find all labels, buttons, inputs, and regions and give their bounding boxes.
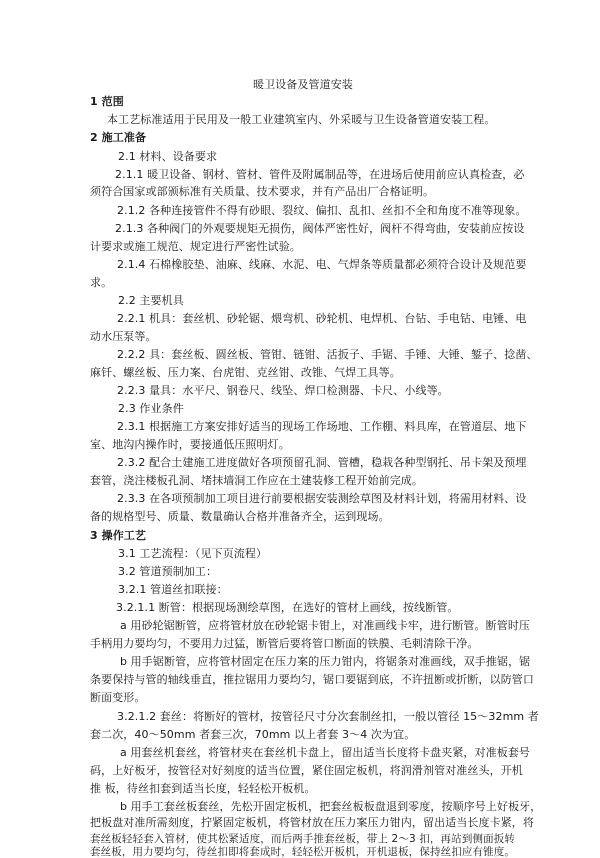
- paragraph-line: 备的规格型号、质量、数量确认合格并准备齐全，运到现场。: [90, 510, 390, 523]
- subsection-heading: 3.2 管道预制加工：: [118, 565, 218, 578]
- paragraph-line: 2.1.2 各种连接管件不得有砂眼、裂纹、偏扣、乱扣、丝扣不全和角度不准等现象。: [117, 204, 527, 217]
- paragraph-line: 套二次，40～50mm 者套三次，70mm 以上者套 3～4 次为宜。: [90, 728, 416, 741]
- subsection-heading: 2.1 材料、设备要求: [118, 150, 218, 163]
- paragraph-line: 条要保持与管的轴线垂直，推拉锯用力要均匀，锯口要锯到底，不许扭断或折断，以防管口: [90, 673, 534, 686]
- paragraph-line: 本工艺标准适用于民用及一般工业建筑室内、外采暖与卫生设备管道安装工程。: [107, 113, 496, 126]
- paragraph-line: 码，上好板牙，按管径对好刻度的适当位置，紧住固定板机，将润滑剂管对准丝头，开机: [90, 764, 523, 777]
- paragraph-line: 2.3.3 在各项预制加工项目进行前要根据安装测绘草图及材料计划，将需用材料、设: [117, 492, 527, 505]
- paragraph-line: 2.1.4 石棉橡胶垫、油麻、线麻、水泥、电、气焊条等质量都必须符合设计及规范要: [117, 258, 527, 271]
- paragraph-line: 动水压泵等。: [90, 330, 157, 343]
- paragraph-line: 须符合国家或部颁标准有关质量、技术要求，并有产品出厂合格证明。: [90, 185, 435, 198]
- paragraph-line: 套丝板，用力要均匀，待丝扣即将套成时，轻轻松开板机，开机退板，保持丝扣应有锥度。: [90, 846, 515, 858]
- paragraph-line: 室、地沟内操作时，要接通低压照明灯。: [90, 438, 290, 451]
- paragraph-line: b 用手工套丝板套丝，先松开固定板机，把套丝板板盘退到零度，按顺序号上好板牙，: [120, 800, 542, 813]
- paragraph-line: 2.1.3 各种阀门的外观要规矩无损伤，阀体严密性好，阀杆不得弯曲，安装前应按设: [115, 222, 525, 235]
- paragraph-line: 求。: [90, 276, 113, 289]
- section-heading: 1 范围: [90, 95, 124, 108]
- paragraph-line: 计要求或施工规范、规定进行严密性试验。: [90, 240, 301, 253]
- page-title: 暖卫设备及管道安装: [253, 78, 353, 91]
- paragraph-line: 2.1.1 暖卫设备、钢材、管材、管件及附属制品等，在进场后使用前应认真检查，必: [115, 168, 525, 181]
- paragraph-line: 2.2.2 具：套丝板、圆丝板、管钳、链钳、活扳子、手锯、手锤、大锤、錾子、捻凿、: [117, 348, 538, 361]
- subsection-heading: 3.2.1 管道丝扣联接：: [118, 583, 228, 596]
- paragraph-line: 麻钎、螺丝板、压力案、台虎钳、克丝钳、改锥、气焊工具等。: [90, 366, 401, 379]
- subsection-heading: 2.3 作业条件: [118, 402, 184, 415]
- paragraph-line: 2.2.1 机具：套丝机、砂轮锯、煨弯机、砂轮机、电焊机、台钻、手电钻、电锤、电: [117, 312, 527, 325]
- paragraph-line: 2.3.2 配合土建施工进度做好各项预留孔洞、管槽，稳栽各种型钢托、吊卡架及预埋: [117, 456, 527, 469]
- paragraph-line: 套丝板轻轻套入管材，使其松紧适度，而后两手推套丝板，带上 2～3 扣，再站到侧面扳转: [90, 833, 515, 845]
- section-heading: 3 操作工艺: [90, 529, 147, 542]
- paragraph-line: 套管，浇注楼板孔洞、堵抹墙洞工作应在土建装修工程开始前完成。: [90, 474, 423, 487]
- paragraph-line: b 用手锯断管，应将管材固定在压力案的压力钳内，将锯条对准画线，双手推锯，锯: [120, 655, 531, 668]
- paragraph-line: 断面变形。: [90, 691, 146, 704]
- paragraph-line: 推 板，待丝扣套到适当长度，轻轻松开板机。: [90, 782, 316, 795]
- paragraph-line: 把板盘对准所需刻度，拧紧固定板机，将管材放在压力案压力钳内，留出适当长度卡紧，将: [90, 816, 534, 829]
- subsection-heading: 3.1 工艺流程：（见下页流程）: [118, 547, 268, 560]
- paragraph-line: a 用砂轮锯断管，应将管材放在砂轮锯卡钳上，对准画线卡牢，进行断管。断管时压: [120, 619, 531, 632]
- section-heading: 2 施工准备: [90, 131, 147, 144]
- paragraph-line: 3.2.1.1 断管：根据现场测绘草图，在选好的管材上画线，按线断管。: [116, 601, 459, 614]
- paragraph-line: 3.2.1.2 套丝：将断好的管材，按管径尺寸分次套制丝扣，一般以管径 15～32mm 者: [117, 710, 539, 723]
- paragraph-line: a 用套丝机套丝，将管材夹在套丝机卡盘上，留出适当长度将卡盘夹紧，对准板套号: [120, 746, 531, 759]
- paragraph-line: 2.3.1 根据施工方案安排好适当的现场工作场地、工作棚、料具库，在管道层、地下: [117, 420, 527, 433]
- paragraph-line: 手柄用力要均匀，不要用力过猛，断管后要将管口断面的铁膜、毛刺清除干净。: [90, 637, 479, 650]
- paragraph-line: 2.2.3 量具：水平尺、钢卷尺、线坠、焊口检测器、卡尺、小线等。: [117, 384, 449, 397]
- subsection-heading: 2.2 主要机具: [118, 294, 184, 307]
